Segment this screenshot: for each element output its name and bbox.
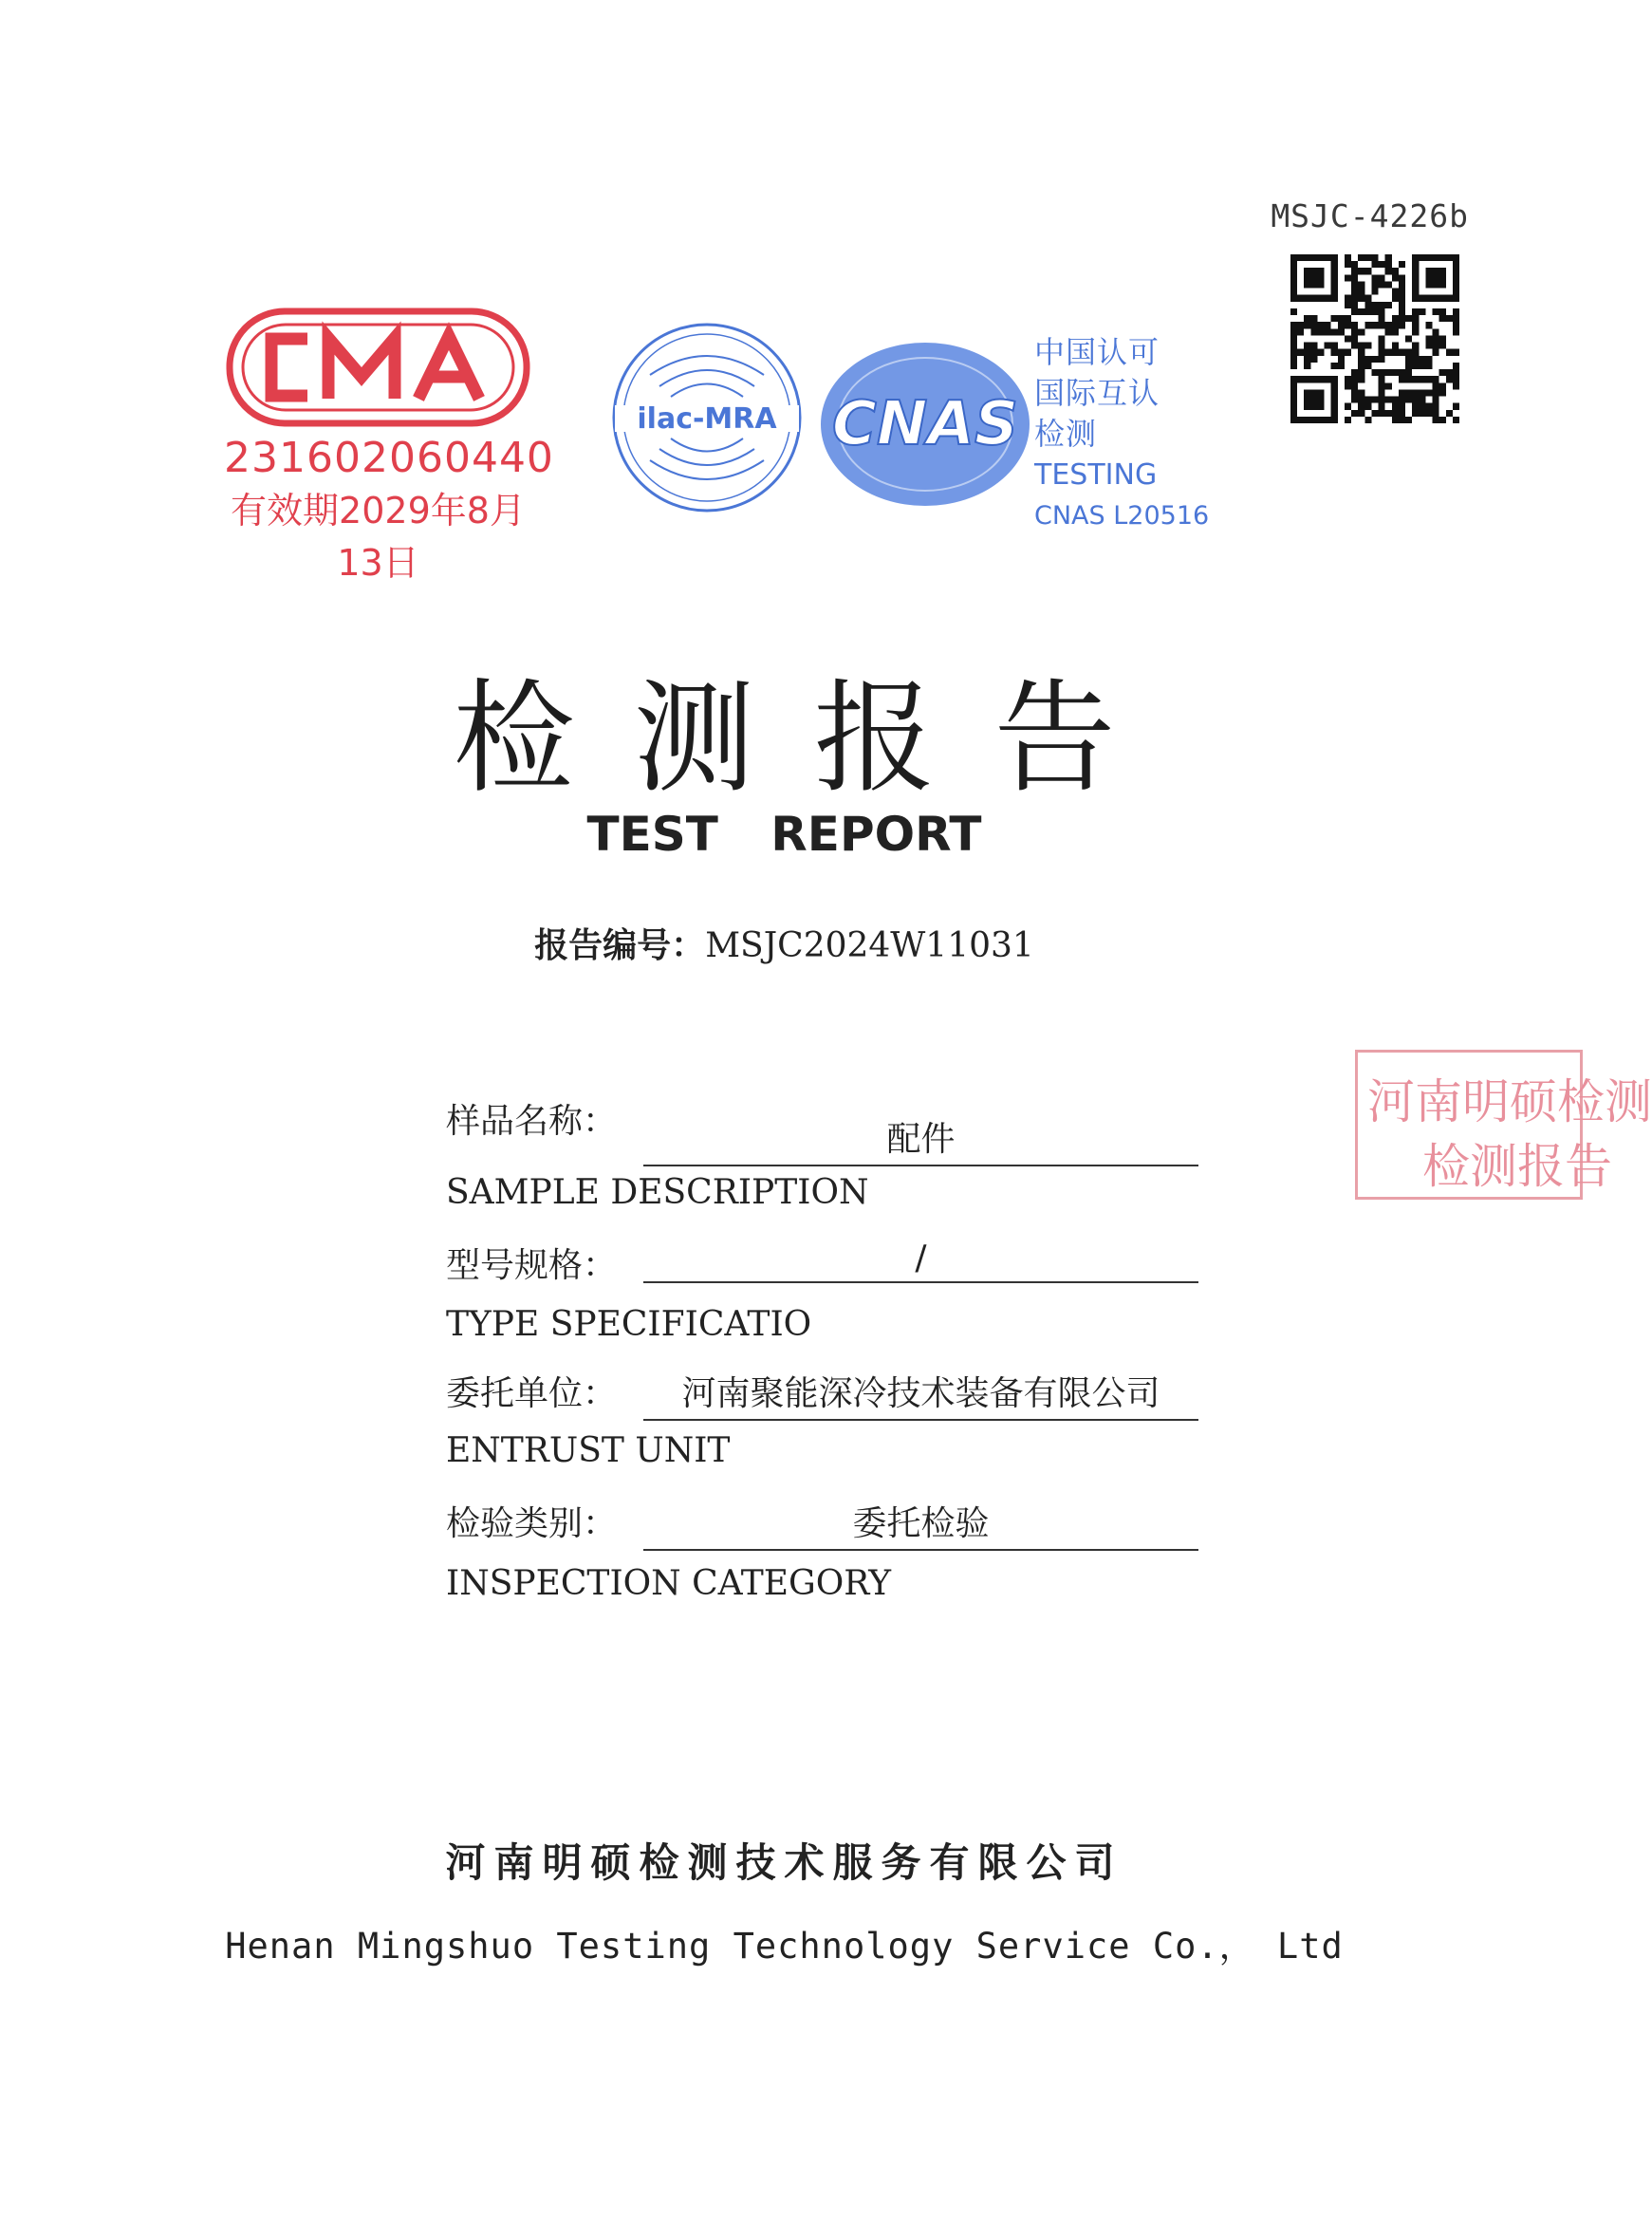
cnas-logo-text: CNAS (831, 389, 1019, 459)
entrust-unit-en-label: ENTRUST UNIT (446, 1431, 731, 1470)
entrust-unit-value: 河南聚能深冷技术装备有限公司 (643, 1367, 1198, 1421)
inspection-category-en-label: INSPECTION CATEGORY (446, 1564, 892, 1603)
company-name-cn: 河南明硕检测技术服务有限公司 (445, 1839, 1123, 1886)
entrust-unit-label: 委托单位： (446, 1374, 618, 1413)
cnas-line: 中国认可 (1034, 334, 1160, 370)
report-number-label: 报告编号： (534, 926, 706, 965)
ilac-mra-logo (607, 318, 807, 517)
lab-stamp-line: 检测报告 (1422, 1139, 1612, 1194)
cma-number: 231602060440 (224, 434, 554, 482)
cma-validity: 有效期2029年8月13日 (231, 490, 526, 584)
cnas-line: 检测 (1034, 416, 1098, 452)
cnas-line: 国际互认 (1034, 375, 1160, 411)
report-title-en: TEST REPORT (586, 807, 982, 862)
type-spec-label: 型号规格： (446, 1246, 618, 1285)
ilac-logo-text: ilac-MRA (637, 402, 777, 436)
cma-stamp (224, 306, 554, 584)
report-number (0, 919, 1568, 967)
sample-description-label: SAMPLE DESCRIPTION (446, 1173, 869, 1212)
type-specification-label: TYPE SPECIFICATIO (446, 1305, 812, 1344)
lab-stamp (1355, 1050, 1652, 1200)
document-code: MSJC-4226b (1271, 197, 1469, 234)
sample-name-value: 配件 (643, 1112, 1198, 1166)
cnas-accreditation-text (1034, 332, 1209, 536)
company-name-en: Henan Mingshuo Testing Technology Service Co.， Ltd (225, 1926, 1344, 1967)
cnas-line: TESTING (1034, 458, 1158, 492)
cnas-line: CNAS L20516 (1034, 501, 1210, 531)
cnas-logo (807, 337, 1034, 513)
report-title-cn: 检测报告 (453, 668, 1175, 810)
qr-code (1290, 254, 1459, 423)
lab-stamp-line: 河南明硕检测 (1367, 1074, 1652, 1129)
report-number-value: MSJC2024W11031 (705, 926, 1034, 965)
inspection-category-value: 委托检验 (643, 1497, 1198, 1551)
type-spec-value: / (643, 1239, 1198, 1283)
inspection-category-label: 检验类别： (446, 1504, 618, 1543)
cma-logo (224, 306, 532, 429)
sample-name-label: 样品名称： (446, 1102, 618, 1141)
